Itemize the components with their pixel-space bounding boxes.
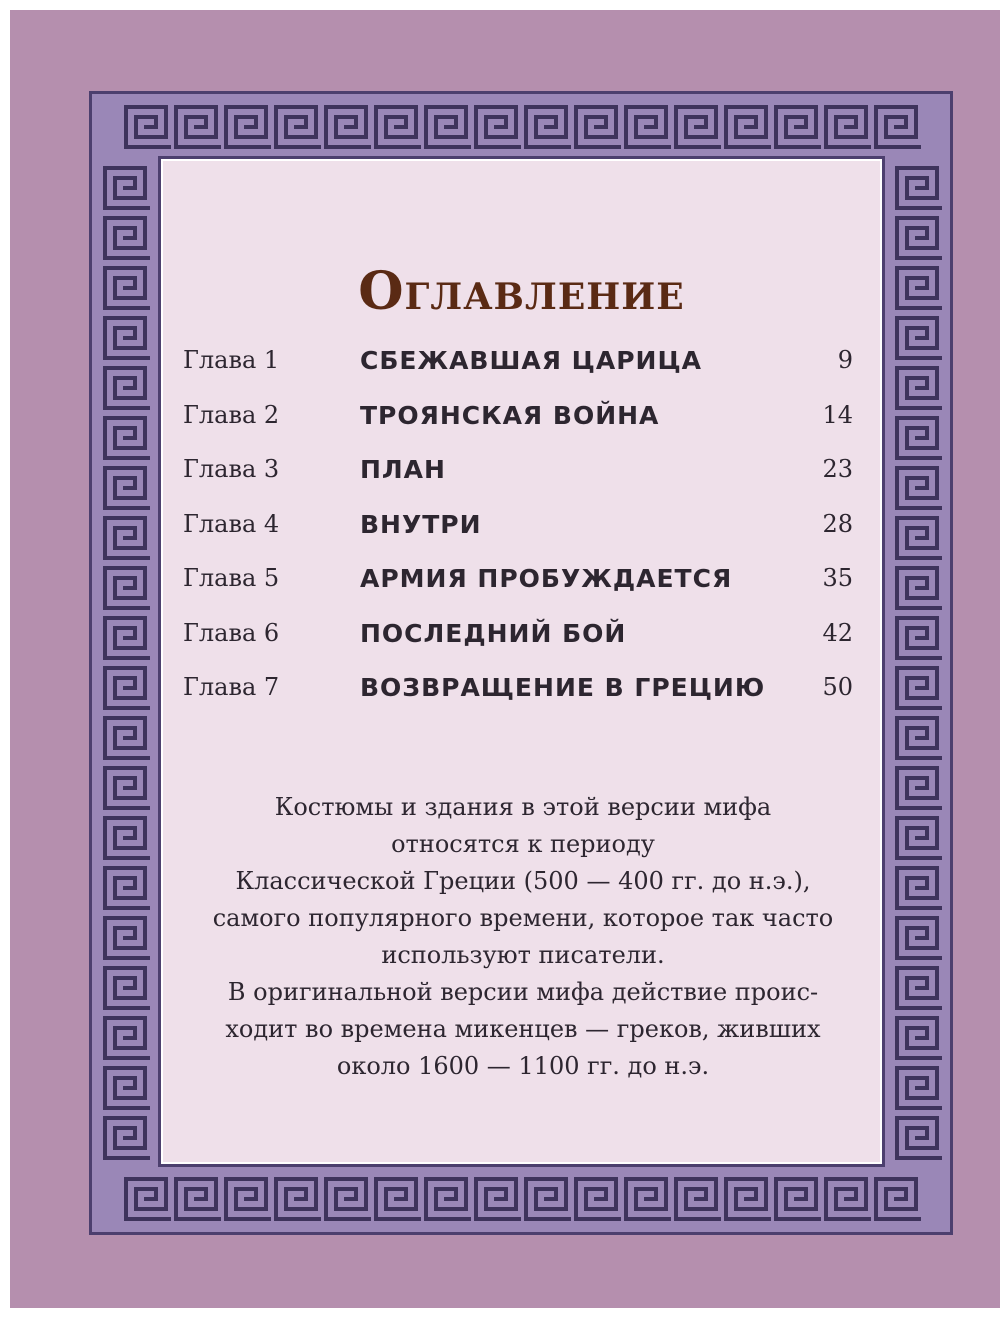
historical-note bbox=[203, 789, 843, 1085]
meander-tile bbox=[105, 1068, 148, 1108]
meander-tile bbox=[376, 107, 419, 147]
page-number: 23 bbox=[822, 455, 853, 483]
meander-tile bbox=[526, 107, 569, 147]
meander-tile bbox=[676, 107, 719, 147]
note-line: относятся к периоду bbox=[391, 830, 655, 858]
page-number: 35 bbox=[822, 564, 853, 592]
page-number: 28 bbox=[822, 509, 853, 538]
meander-tile bbox=[105, 268, 148, 308]
meander-tile bbox=[897, 418, 940, 458]
chapter-label: Глава 2 bbox=[183, 400, 280, 429]
toc-row-2[interactable] bbox=[183, 401, 853, 456]
meander-tile bbox=[626, 1179, 669, 1219]
meander-tile bbox=[105, 518, 148, 558]
meander-tile bbox=[105, 618, 148, 658]
meander-tile bbox=[126, 1179, 169, 1219]
toc-row-1[interactable] bbox=[183, 346, 853, 401]
meander-tile bbox=[105, 1118, 148, 1158]
chapter-label: Глава 6 bbox=[183, 618, 280, 647]
meander-tile bbox=[176, 1179, 219, 1219]
meander-tile bbox=[897, 518, 940, 558]
chapter-title: ПОСЛЕДНИЙ БОЙ bbox=[360, 618, 627, 648]
toc-row-7[interactable] bbox=[183, 673, 853, 728]
meander-tile bbox=[105, 968, 148, 1008]
meander-tile bbox=[897, 768, 940, 808]
meander-tile bbox=[826, 107, 869, 147]
meander-tile bbox=[897, 218, 940, 258]
meander-tile bbox=[897, 618, 940, 658]
meander-tile bbox=[897, 718, 940, 758]
note-line: самого популярного времени, которое так часто bbox=[212, 904, 834, 932]
note-line: В оригинальной версии мифа действие проис- bbox=[227, 978, 819, 1006]
meander-tile bbox=[105, 718, 148, 758]
meander-tile bbox=[105, 418, 148, 458]
chapter-title: СБЕЖАВШАЯ ЦАРИЦА bbox=[360, 346, 703, 375]
meander-tile bbox=[105, 168, 148, 208]
meander-tile bbox=[426, 107, 469, 147]
meander-tile bbox=[105, 818, 148, 858]
meander-tile bbox=[476, 1179, 519, 1219]
chapter-label: Глава 3 bbox=[183, 455, 280, 483]
chapter-title: ТРОЯНСКАЯ ВОЙНА bbox=[360, 400, 660, 430]
meander-tile bbox=[897, 568, 940, 608]
meander-tile bbox=[676, 1179, 719, 1219]
meander-tile bbox=[176, 107, 219, 147]
chapter-label: Глава 5 bbox=[183, 564, 280, 592]
meander-tile bbox=[476, 107, 519, 147]
note-line: около 1600 — 1100 гг. до н.э. bbox=[336, 1052, 710, 1080]
meander-tile bbox=[105, 1018, 148, 1058]
meander-tile bbox=[276, 1179, 319, 1219]
toc-row-4[interactable] bbox=[183, 510, 853, 565]
meander-tile bbox=[897, 1068, 940, 1108]
content-panel bbox=[163, 161, 880, 1162]
meander-tile bbox=[726, 1179, 769, 1219]
meander-tile bbox=[276, 107, 319, 147]
meander-tile bbox=[897, 1118, 940, 1158]
meander-tile bbox=[105, 568, 148, 608]
meander-tile bbox=[897, 868, 940, 908]
meander-tile bbox=[897, 468, 940, 508]
meander-tile bbox=[326, 1179, 369, 1219]
meander-tile bbox=[426, 1179, 469, 1219]
note-line: ходит во времена микенцев — греков, живших bbox=[225, 1015, 821, 1043]
meander-tile bbox=[526, 1179, 569, 1219]
page-number: 42 bbox=[822, 618, 853, 647]
meander-tile bbox=[105, 468, 148, 508]
page-number: 9 bbox=[837, 346, 853, 374]
meander-tile bbox=[776, 107, 819, 147]
meander-tile bbox=[897, 268, 940, 308]
meander-tile bbox=[576, 1179, 619, 1219]
meander-tile bbox=[376, 1179, 419, 1219]
meander-tile bbox=[226, 1179, 269, 1219]
meander-tile bbox=[897, 168, 940, 208]
toc-row-6[interactable] bbox=[183, 619, 853, 674]
meander-tile bbox=[826, 1179, 869, 1219]
page-title: Оглавление bbox=[358, 261, 685, 322]
meander-tile bbox=[105, 918, 148, 958]
note-line: используют писатели. bbox=[381, 941, 665, 969]
page-number: 14 bbox=[822, 400, 853, 429]
meander-tile bbox=[897, 968, 940, 1008]
page-number: 50 bbox=[822, 673, 853, 701]
meander-tile bbox=[105, 668, 148, 708]
meander-tile bbox=[105, 768, 148, 808]
book-page bbox=[10, 10, 1000, 1308]
chapter-title: ВОЗВРАЩЕНИЕ В ГРЕЦИЮ bbox=[360, 673, 766, 702]
meander-tile bbox=[876, 1179, 919, 1219]
toc-row-5[interactable] bbox=[183, 564, 853, 619]
meander-tile bbox=[326, 107, 369, 147]
meander-tile bbox=[876, 107, 919, 147]
meander-tile bbox=[105, 868, 148, 908]
chapter-title: ПЛАН bbox=[360, 455, 446, 484]
meander-tile bbox=[105, 368, 148, 408]
chapter-title: АРМИЯ ПРОБУЖДАЕТСЯ bbox=[360, 564, 733, 593]
meander-tile bbox=[776, 1179, 819, 1219]
meander-tile bbox=[897, 818, 940, 858]
chapter-title: ВНУТРИ bbox=[360, 509, 482, 539]
meander-tile bbox=[226, 107, 269, 147]
meander-tile bbox=[897, 1018, 940, 1058]
meander-tile bbox=[726, 107, 769, 147]
note-line: Костюмы и здания в этой версии мифа bbox=[274, 793, 772, 821]
chapter-label: Глава 1 bbox=[183, 346, 280, 374]
meander-tile bbox=[576, 107, 619, 147]
chapter-label: Глава 7 bbox=[183, 673, 280, 701]
meander-tile bbox=[105, 218, 148, 258]
meander-tile bbox=[897, 318, 940, 358]
toc-row-3[interactable] bbox=[183, 455, 853, 510]
table-of-contents bbox=[183, 346, 853, 728]
meander-tile bbox=[897, 918, 940, 958]
chapter-label: Глава 4 bbox=[183, 509, 280, 538]
meander-tile bbox=[626, 107, 669, 147]
meander-tile bbox=[897, 668, 940, 708]
note-line: Классической Греции (500 — 400 гг. до н.э.), bbox=[235, 867, 811, 895]
meander-tile bbox=[105, 318, 148, 358]
meander-tile bbox=[126, 107, 169, 147]
meander-tile bbox=[897, 368, 940, 408]
